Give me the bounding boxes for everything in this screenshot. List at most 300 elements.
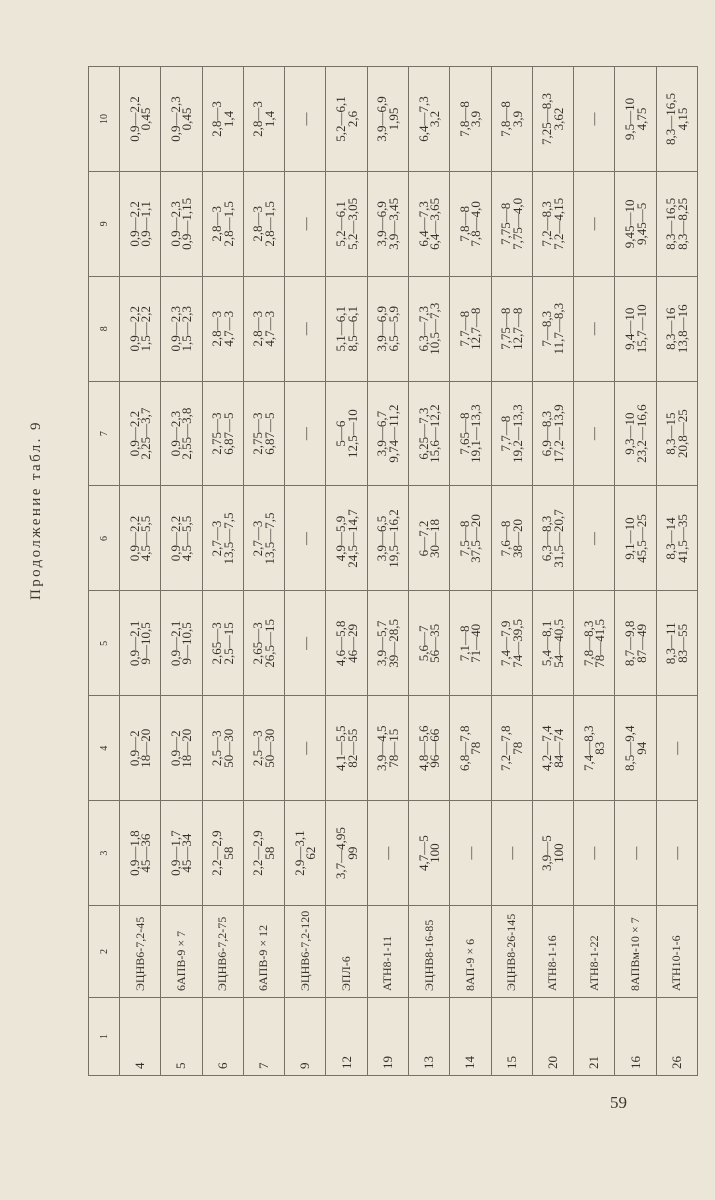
cell-value: 15,7—10 bbox=[633, 304, 649, 354]
table-cell bbox=[450, 67, 491, 172]
cell-value: 58 bbox=[220, 846, 236, 860]
cell-value: 0,9—2 bbox=[167, 730, 183, 767]
row-number: 15 bbox=[491, 998, 532, 1076]
table-cell bbox=[161, 801, 202, 906]
cell-value: 0,9—2,2 bbox=[126, 305, 142, 352]
cell-value: 8,3—16 bbox=[663, 307, 679, 350]
table-cell bbox=[161, 696, 202, 801]
cell-value: 7,25—8,3 bbox=[539, 92, 555, 145]
cell-value: 2,5—3 bbox=[250, 730, 266, 767]
table-cell bbox=[408, 486, 449, 591]
table-cell bbox=[532, 696, 573, 801]
table-cell bbox=[367, 276, 408, 381]
table-cell bbox=[450, 591, 491, 696]
cell-value: 6,8—7,8 bbox=[456, 725, 472, 771]
cell-value: — bbox=[297, 112, 313, 126]
table-cell bbox=[326, 486, 367, 591]
pump-model: ЭЦНВ8-16-85 bbox=[408, 906, 449, 998]
row-number: 12 bbox=[326, 998, 367, 1076]
table-cell bbox=[532, 801, 573, 906]
cell-value: 3,9—6,9 bbox=[374, 305, 390, 352]
pump-model: ЭЦНВ6-7,2-75 bbox=[202, 906, 243, 998]
cell-value: 0,9—1,7 bbox=[167, 830, 183, 876]
row-number: 16 bbox=[615, 998, 656, 1076]
cell-value: 38—20 bbox=[509, 518, 525, 558]
cell-value: 3,9—6,9 bbox=[374, 96, 390, 142]
table-cell bbox=[243, 696, 284, 801]
table-cell bbox=[532, 591, 573, 696]
cell-value: 9,3—10 bbox=[622, 412, 638, 455]
cell-value: 13,5—7,5 bbox=[220, 512, 236, 565]
cell-value: 7,2—8,3 bbox=[539, 201, 555, 247]
cell-value: 83 bbox=[592, 741, 608, 755]
cell-value: 18—20 bbox=[179, 728, 195, 768]
column-number-row bbox=[89, 67, 120, 1076]
pump-model: ЭПЛ-6 bbox=[326, 906, 367, 998]
cell-value: 13,5—7,5 bbox=[261, 512, 277, 565]
cell-value: 62 bbox=[303, 846, 319, 860]
table-cell bbox=[615, 801, 656, 906]
cell-value: 4,5—5,5 bbox=[179, 515, 195, 562]
cell-value: 6,9—8,3 bbox=[539, 410, 555, 457]
table-cell bbox=[285, 801, 326, 906]
row-number: 20 bbox=[532, 998, 573, 1076]
pump-data-table bbox=[88, 66, 698, 1076]
table-row bbox=[408, 67, 449, 1076]
cell-value: 23,2—16,6 bbox=[633, 404, 649, 463]
cell-value: 7—8,3 bbox=[539, 310, 555, 347]
cell-value: 10,5—7,3 bbox=[427, 302, 443, 355]
cell-value: 3,9 bbox=[468, 110, 484, 128]
cell-value: 2,75—3 bbox=[209, 412, 225, 455]
pump-model: 8АПВм-10 × 7 bbox=[615, 906, 656, 998]
row-number: 26 bbox=[656, 998, 697, 1076]
cell-value: 2,8—3 bbox=[209, 205, 225, 242]
table-cell bbox=[532, 486, 573, 591]
table-cell bbox=[161, 381, 202, 486]
table-row bbox=[285, 67, 326, 1076]
table-cell bbox=[615, 381, 656, 486]
cell-value: 78—15 bbox=[385, 728, 401, 768]
table-cell bbox=[120, 67, 161, 172]
table-cell bbox=[450, 171, 491, 276]
cell-value: 12,7—8 bbox=[468, 307, 484, 350]
cell-value: 0,9—2,3 bbox=[167, 201, 183, 247]
table-container bbox=[88, 66, 698, 1076]
table-cell bbox=[202, 591, 243, 696]
row-number: 5 bbox=[161, 998, 202, 1076]
cell-value: 3,9—4,5 bbox=[374, 725, 390, 771]
table-cell bbox=[243, 591, 284, 696]
table-cell bbox=[326, 381, 367, 486]
table-cell bbox=[491, 486, 532, 591]
cell-value: 9,5—10 bbox=[622, 97, 638, 141]
cell-value: 3,9—5,7 bbox=[374, 620, 390, 667]
cell-value: 96—66 bbox=[427, 728, 443, 768]
cell-value: 31,5—20,7 bbox=[550, 509, 566, 568]
table-row bbox=[161, 67, 202, 1076]
cell-value: 2,5—3 bbox=[209, 730, 225, 767]
column-number: 4 bbox=[89, 696, 120, 801]
cell-value: 18—20 bbox=[138, 728, 154, 768]
cell-value: 0,45 bbox=[138, 107, 154, 131]
cell-value: 0,9—2,2 bbox=[126, 410, 142, 457]
table-cell bbox=[656, 486, 697, 591]
column-number: 8 bbox=[89, 276, 120, 381]
cell-value: 7,4—8,3 bbox=[580, 725, 596, 771]
cell-value: — bbox=[669, 846, 685, 860]
column-number: 9 bbox=[89, 171, 120, 276]
cell-value: 2,7—3 bbox=[250, 520, 266, 557]
table-cell bbox=[491, 696, 532, 801]
row-number: 4 bbox=[120, 998, 161, 1076]
table-cell bbox=[532, 67, 573, 172]
cell-value: 8,7—9,8 bbox=[622, 620, 638, 667]
cell-value: 6,25—7,3 bbox=[415, 407, 431, 460]
cell-value: 0,9—1,15 bbox=[179, 197, 195, 250]
cell-value: 11,7—8,3 bbox=[550, 302, 566, 355]
table-cell bbox=[202, 696, 243, 801]
cell-value: 41,5—35 bbox=[674, 514, 690, 563]
table-cell bbox=[656, 696, 697, 801]
cell-value: 0,9—2,3 bbox=[167, 96, 183, 142]
table-cell bbox=[367, 801, 408, 906]
table-cell bbox=[656, 381, 697, 486]
cell-value: 9,4—10 bbox=[622, 307, 638, 350]
table-cell bbox=[285, 171, 326, 276]
table-cell bbox=[202, 276, 243, 381]
cell-value: 0,45 bbox=[179, 107, 195, 131]
table-cell bbox=[161, 171, 202, 276]
cell-value: — bbox=[586, 322, 602, 336]
cell-value: 74—39,5 bbox=[509, 618, 525, 668]
table-row bbox=[532, 67, 573, 1076]
cell-value: 78 bbox=[468, 741, 484, 755]
table-cell bbox=[120, 276, 161, 381]
cell-value: 6,4—7,3 bbox=[415, 96, 431, 142]
cell-value: 6,4—3,65 bbox=[427, 197, 443, 250]
table-cell bbox=[367, 591, 408, 696]
table-cell bbox=[285, 591, 326, 696]
cell-value: 87—49 bbox=[633, 623, 649, 663]
table-cell bbox=[574, 67, 615, 172]
cell-value: 20,8—25 bbox=[674, 409, 690, 458]
table-cell bbox=[243, 276, 284, 381]
cell-value: 0,9—2,2 bbox=[167, 515, 183, 562]
table-cell bbox=[574, 696, 615, 801]
table-cell bbox=[656, 276, 697, 381]
cell-value: 15,6—12,2 bbox=[427, 404, 443, 463]
cell-value: 2,5—15 bbox=[220, 622, 236, 665]
table-cell bbox=[202, 171, 243, 276]
table-cell bbox=[615, 696, 656, 801]
cell-value: 4,1—5,5 bbox=[333, 725, 349, 771]
cell-value: 2,8—1,5 bbox=[261, 201, 277, 247]
cell-value: 8,3—15 bbox=[663, 412, 679, 455]
cell-value: 6,3—7,3 bbox=[415, 305, 431, 352]
table-cell bbox=[532, 171, 573, 276]
cell-value: 4,7—3 bbox=[220, 310, 236, 347]
table-cell bbox=[243, 67, 284, 172]
table-cell bbox=[491, 801, 532, 906]
cell-value: 8,3—14 bbox=[663, 517, 679, 560]
cell-value: 7,8—8,3 bbox=[580, 620, 596, 667]
table-cell bbox=[615, 591, 656, 696]
table-cell bbox=[202, 381, 243, 486]
table-cell bbox=[656, 591, 697, 696]
cell-value: 100 bbox=[427, 843, 443, 863]
cell-value: 0,9—2,2 bbox=[126, 515, 142, 562]
cell-value: 3,9—6,7 bbox=[374, 410, 390, 457]
table-cell bbox=[120, 171, 161, 276]
cell-value: 3,9 bbox=[509, 110, 525, 128]
cell-value: 8,5—9,4 bbox=[622, 725, 638, 771]
table-row bbox=[615, 67, 656, 1076]
cell-value: 2,8—1,5 bbox=[220, 201, 236, 247]
cell-value: 56—35 bbox=[427, 623, 443, 663]
table-cell bbox=[161, 486, 202, 591]
cell-value: — bbox=[586, 846, 602, 860]
cell-value: 3,9—6,5 bbox=[374, 515, 390, 562]
table-cell bbox=[326, 276, 367, 381]
cell-value: 2,8—3 bbox=[250, 101, 266, 137]
cell-value: 5,2—3,05 bbox=[344, 197, 360, 250]
table-cell bbox=[574, 276, 615, 381]
cell-value: 19,5—16,2 bbox=[385, 509, 401, 568]
table-cell bbox=[285, 67, 326, 172]
table-cell bbox=[491, 171, 532, 276]
cell-value: 4,9—5,9 bbox=[333, 515, 349, 562]
cell-value: 12,7—8 bbox=[509, 307, 525, 350]
cell-value: 4,2—7,4 bbox=[539, 725, 555, 771]
cell-value: 7,8—8 bbox=[498, 101, 514, 137]
cell-value: 2,8—3 bbox=[250, 205, 266, 242]
cell-value: 45—34 bbox=[179, 833, 195, 873]
cell-value: 9,45—5 bbox=[633, 202, 649, 245]
cell-value: 2,25—3,7 bbox=[138, 407, 154, 460]
table-cell bbox=[615, 486, 656, 591]
cell-value: 4,15 bbox=[674, 107, 690, 131]
table-cell bbox=[491, 591, 532, 696]
cell-value: 7,1—8 bbox=[456, 625, 472, 662]
cell-value: 2,65—3 bbox=[209, 622, 225, 665]
cell-value: 9—10,5 bbox=[138, 622, 154, 665]
cell-value: 6,4—7,3 bbox=[415, 201, 431, 247]
cell-value: 5,1—6,1 bbox=[333, 305, 349, 352]
table-cell bbox=[120, 486, 161, 591]
cell-value: — bbox=[297, 531, 313, 545]
table-cell bbox=[615, 171, 656, 276]
cell-value: 4,7—3 bbox=[261, 310, 277, 347]
table-cell bbox=[532, 381, 573, 486]
table-cell bbox=[285, 381, 326, 486]
table-cell bbox=[615, 67, 656, 172]
table-row bbox=[243, 67, 284, 1076]
cell-value: 7,2—4,15 bbox=[550, 197, 566, 250]
cell-value: 39—28,5 bbox=[385, 618, 401, 668]
cell-value: 9—10,5 bbox=[179, 622, 195, 665]
cell-value: 0,9—1,8 bbox=[126, 830, 142, 876]
cell-value: 6,87—5 bbox=[220, 412, 236, 455]
table-cell bbox=[367, 486, 408, 591]
page-number: 59 bbox=[610, 1093, 627, 1112]
cell-value: 4,7—5 bbox=[415, 835, 431, 871]
table-cell bbox=[574, 801, 615, 906]
cell-value: 1,5—2,2 bbox=[138, 305, 154, 352]
row-number: 14 bbox=[450, 998, 491, 1076]
table-cell bbox=[285, 696, 326, 801]
cell-value: 2,65—3 bbox=[250, 622, 266, 665]
pump-model: АТН8-1-11 bbox=[367, 906, 408, 998]
table-row bbox=[491, 67, 532, 1076]
table-cell bbox=[450, 486, 491, 591]
cell-value: 83—55 bbox=[674, 623, 690, 663]
cell-value: 50—30 bbox=[220, 728, 236, 768]
table-cell bbox=[367, 381, 408, 486]
row-number: 9 bbox=[285, 998, 326, 1076]
cell-value: 2,9—3,1 bbox=[291, 830, 307, 876]
cell-value: 58 bbox=[261, 846, 277, 860]
column-number: 5 bbox=[89, 591, 120, 696]
cell-value: — bbox=[297, 741, 313, 755]
cell-value: 4,5—5,5 bbox=[138, 515, 154, 562]
cell-value: 4,75 bbox=[633, 107, 649, 131]
cell-value: — bbox=[297, 636, 313, 650]
cell-value: 9,74—11,2 bbox=[385, 404, 401, 463]
table-cell bbox=[408, 67, 449, 172]
cell-value: 24,5—14,7 bbox=[344, 509, 360, 568]
row-number: 21 bbox=[574, 998, 615, 1076]
cell-value: 45,5—25 bbox=[633, 514, 649, 563]
cell-value: — bbox=[503, 846, 519, 860]
table-cell bbox=[243, 801, 284, 906]
table-cell bbox=[243, 486, 284, 591]
cell-value: 78—41,5 bbox=[592, 618, 608, 668]
table-cell bbox=[367, 696, 408, 801]
cell-value: 5—6 bbox=[333, 420, 349, 447]
table-cell bbox=[120, 801, 161, 906]
cell-value: 2,8—3 bbox=[209, 310, 225, 347]
table-cell bbox=[243, 381, 284, 486]
table-cell bbox=[574, 381, 615, 486]
cell-value: 7,6—8 bbox=[498, 520, 514, 557]
pump-model: АТН8-1-22 bbox=[574, 906, 615, 998]
column-number: 1 bbox=[89, 998, 120, 1076]
cell-value: 1,4 bbox=[220, 110, 236, 128]
cell-value: 3,9—3,45 bbox=[385, 197, 401, 250]
table-cell bbox=[408, 276, 449, 381]
pump-model: ЭЦНВ6-7,2-45 bbox=[120, 906, 161, 998]
table-cell bbox=[532, 276, 573, 381]
cell-value: 37,5—20 bbox=[468, 514, 484, 563]
table-cell bbox=[408, 696, 449, 801]
column-number: 6 bbox=[89, 486, 120, 591]
cell-value: — bbox=[586, 112, 602, 126]
table-row bbox=[326, 67, 367, 1076]
table-cell bbox=[615, 276, 656, 381]
cell-value: 1,4 bbox=[261, 110, 277, 128]
cell-value: 0,9—2,2 bbox=[126, 201, 142, 247]
table-row bbox=[202, 67, 243, 1076]
cell-value: 9,1—10 bbox=[622, 517, 638, 560]
table-cell bbox=[450, 276, 491, 381]
cell-value: 0,9—1,1 bbox=[138, 201, 154, 247]
table-cell bbox=[656, 801, 697, 906]
cell-value: 19,1—13,3 bbox=[468, 404, 484, 463]
table-cell bbox=[367, 171, 408, 276]
table-row bbox=[656, 67, 697, 1076]
cell-value: 3,9—5 bbox=[539, 835, 555, 871]
table-cell bbox=[326, 67, 367, 172]
cell-value: 7,65—8 bbox=[456, 412, 472, 455]
cell-value: 5,2—6,1 bbox=[333, 96, 349, 142]
cell-value: — bbox=[297, 427, 313, 441]
table-cell bbox=[408, 381, 449, 486]
table-cell bbox=[161, 591, 202, 696]
cell-value: 30—18 bbox=[427, 518, 443, 558]
cell-value: — bbox=[586, 531, 602, 545]
pump-model: 8АП-9 × 6 bbox=[450, 906, 491, 998]
cell-value: 2,6 bbox=[344, 110, 360, 128]
table-cell bbox=[202, 486, 243, 591]
cell-value: — bbox=[297, 322, 313, 336]
cell-value: 84—74 bbox=[550, 728, 566, 768]
cell-value: 17,2—13,9 bbox=[550, 404, 566, 463]
table-cell bbox=[491, 381, 532, 486]
table-cell bbox=[574, 171, 615, 276]
row-number: 19 bbox=[367, 998, 408, 1076]
table-row bbox=[450, 67, 491, 1076]
table-cell bbox=[656, 171, 697, 276]
table-cell bbox=[202, 67, 243, 172]
cell-value: 7,75—4,0 bbox=[509, 197, 525, 250]
table-cell bbox=[450, 801, 491, 906]
column-number: 7 bbox=[89, 381, 120, 486]
cell-value: 3,62 bbox=[550, 107, 566, 131]
cell-value: 6—7,2 bbox=[415, 520, 431, 557]
cell-value: 54—40,5 bbox=[550, 618, 566, 668]
table-cell bbox=[574, 486, 615, 591]
cell-value: — bbox=[669, 741, 685, 755]
column-number: 3 bbox=[89, 801, 120, 906]
cell-value: 7,7—8 bbox=[456, 310, 472, 347]
cell-value: 12,5—10 bbox=[344, 409, 360, 458]
table-cell bbox=[202, 801, 243, 906]
table-row bbox=[367, 67, 408, 1076]
cell-value: — bbox=[462, 846, 478, 860]
table-row bbox=[574, 67, 615, 1076]
table-cell bbox=[408, 171, 449, 276]
cell-value: 2,8—3 bbox=[209, 101, 225, 137]
pump-model: ЭЦНВ6-7,2-120 bbox=[285, 906, 326, 998]
cell-value: 71—40 bbox=[468, 623, 484, 663]
table-row bbox=[120, 67, 161, 1076]
cell-value: 2,7—3 bbox=[209, 520, 225, 557]
cell-value: 2,2—2,9 bbox=[209, 830, 225, 876]
cell-value: 0,9—2,3 bbox=[167, 305, 183, 352]
cell-value: 7,8—8 bbox=[456, 101, 472, 137]
cell-value: 82—55 bbox=[344, 728, 360, 768]
table-cell bbox=[120, 696, 161, 801]
column-number: 2 bbox=[89, 906, 120, 998]
table-cell bbox=[656, 67, 697, 172]
cell-value: — bbox=[586, 427, 602, 441]
cell-value: 0,9—2,1 bbox=[126, 620, 142, 667]
cell-value: 7,4—7,9 bbox=[498, 620, 514, 667]
pump-model: 6АПВ-9 × 12 bbox=[243, 906, 284, 998]
cell-value: 26,5—15 bbox=[261, 618, 277, 668]
pump-model: 6АПВ-9 × 7 bbox=[161, 906, 202, 998]
